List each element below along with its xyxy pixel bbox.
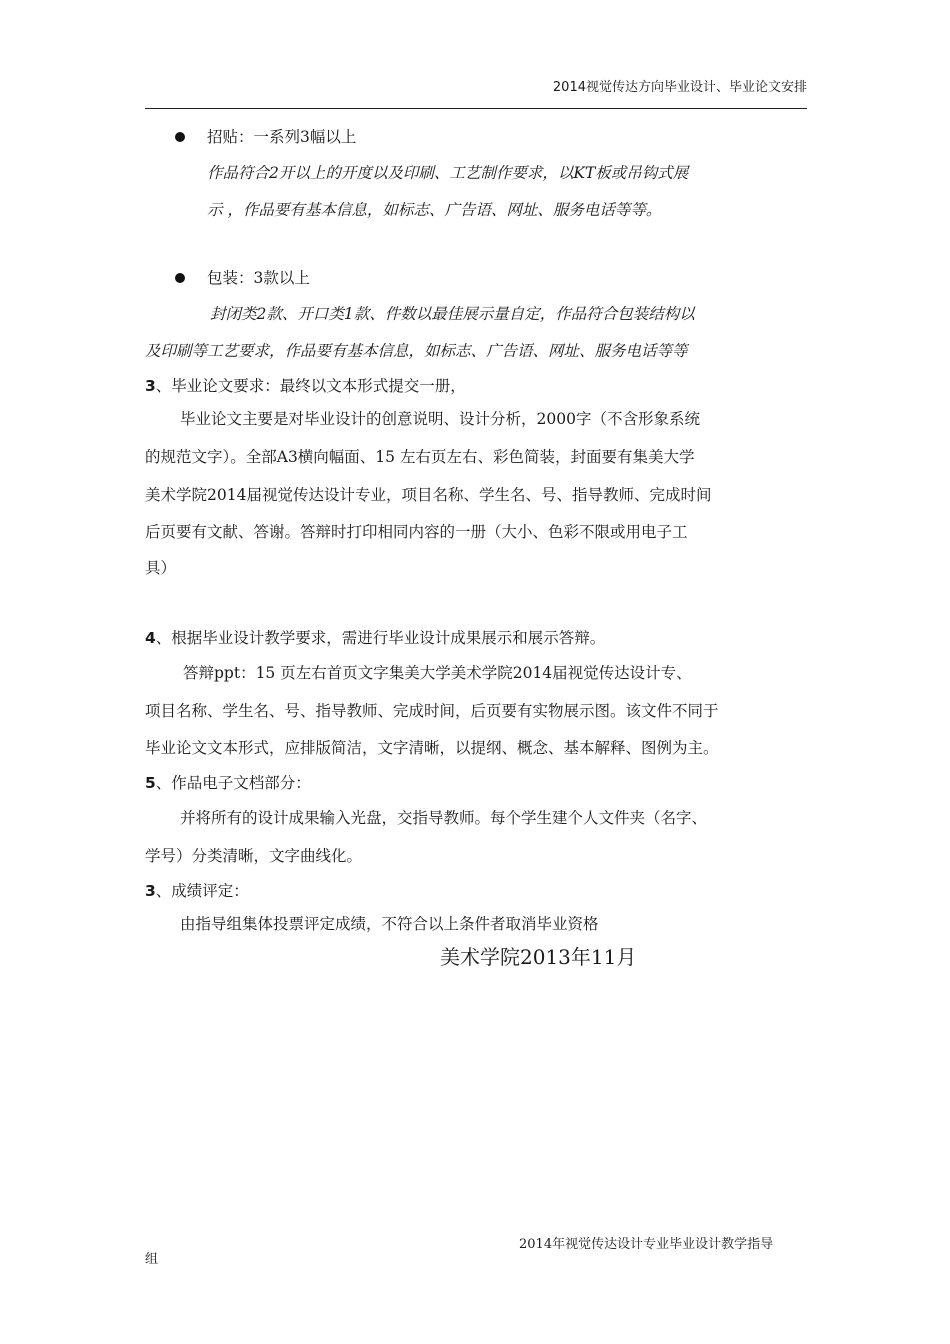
paragraph-line: 项目名称、学生名、号、指导教师、完成时间，后页要有实物展示图。该文件不同于	[145, 702, 719, 720]
bullet-icon	[175, 132, 185, 142]
paragraph-line: 美术学院2014届视觉传达设计专业，项目名称、学生名、号、指导教师、完成时间	[145, 486, 712, 504]
poster-desc-line2: 示 ，作品要有基本信息，如标志、广告语、网址、服务电话等等。	[207, 201, 662, 219]
header-divider	[145, 108, 807, 109]
footer-text: 2014年视觉传达设计专业毕业设计教学指导	[519, 1237, 774, 1252]
footer-text-continued: 组	[145, 1252, 159, 1267]
paragraph-line: 由指导组集体投票评定成绩，不符合以上条件者取消毕业资格	[180, 915, 599, 933]
paragraph-line: 的规范文字）。全部A3横向幅面、15 左右页左右、彩色简装，封面要有集美大学	[145, 448, 695, 466]
section-heading	[145, 376, 466, 396]
packaging-label: 包装：3款以上	[207, 269, 310, 287]
section-title: 、毕业论文要求：最终以文本形式提交一册，	[155, 377, 466, 395]
section-number: 5	[145, 774, 156, 792]
packaging-desc-line2: 及印刷等工艺要求，作品要有基本信息，如标志、广告语、网址、服务电话等等	[145, 342, 688, 360]
paragraph-line: 答辩ppt：15 页左右首页文字集美大学美术学院2014届视觉传达设计专、	[183, 664, 692, 682]
paragraph-line: 学号）分类清晰，文字曲线化。	[145, 847, 363, 865]
poster-label: 招贴：一系列3幅以上	[207, 128, 357, 146]
section-title: 、根据毕业设计教学要求，需进行毕业设计成果展示和展示答辩。	[155, 629, 606, 647]
section-heading	[145, 628, 605, 648]
signature-line: 美术学院2013年11月	[440, 945, 637, 969]
section-title: 、作品电子文档部分：	[155, 774, 311, 792]
page-header: 2014视觉传达方向毕业设计、毕业论文安排	[552, 80, 807, 95]
section-title: 、成绩评定：	[155, 882, 249, 900]
section-number: 3	[145, 377, 156, 395]
section-heading	[145, 881, 249, 901]
bullet-icon	[175, 273, 185, 283]
paragraph-line: 后页要有文献、答谢。答辩时打印相同内容的一册（大小、色彩不限或用电子工	[145, 523, 688, 541]
paragraph-line: 毕业论文主要是对毕业设计的创意说明、设计分析，2000字（不含形象系统	[180, 410, 700, 428]
section-heading	[145, 773, 311, 793]
section-number: 4	[145, 629, 156, 647]
section-number: 3	[145, 882, 156, 900]
paragraph-line: 并将所有的设计成果输入光盘，交指导教师。每个学生建个人文件夹（名字、	[180, 809, 708, 827]
packaging-desc-line1: 封闭类2款、开口类1款、件数以最佳展示量自定，作品符合包装结构以	[210, 305, 695, 323]
paragraph-line: 具）	[145, 559, 177, 577]
poster-desc-line1: 作品符合2开以上的开度以及印刷、工艺制作要求，以KT板或吊钩式展	[207, 164, 689, 182]
paragraph-line: 毕业论文文本形式，应排版简洁，文字清晰，以提纲、概念、基本解释、图例为主。	[145, 739, 719, 757]
